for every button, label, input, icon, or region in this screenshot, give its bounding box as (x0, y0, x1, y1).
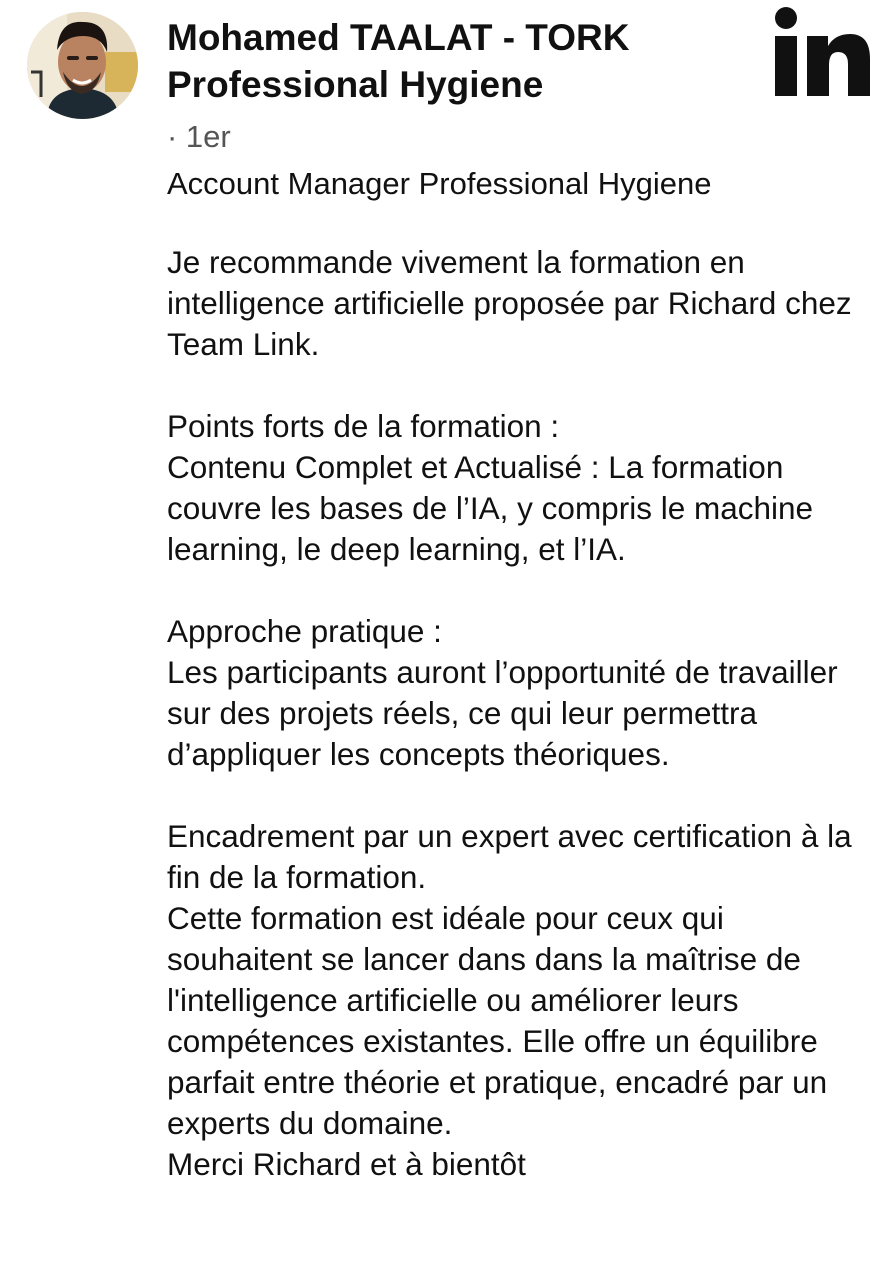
profile-name[interactable]: Mohamed TAALAT - TORK Professional Hygiene (167, 17, 630, 105)
recommendation-closing: Merci Richard et à bientôt (167, 1146, 526, 1182)
avatar[interactable] (27, 12, 138, 119)
point-practical-title: Approche pratique : (167, 613, 442, 649)
point-practical: Les participants auront l’opportunité de travailler sur des projets réels, ce qui leur permettra d’appliquer les concepts théoriques. (167, 654, 838, 772)
point-content: Contenu Complet et Actualisé : La formation couvre les bases de l’IA, y compris le machine learning, le deep learning, et l’IA. (167, 449, 814, 567)
recommendation-intro: Je recommande vivement la formation en intelligence artificielle proposée par Richard chez Team Link. (167, 244, 852, 362)
profile-headline: Account Manager Professional Hygiene (167, 166, 712, 201)
profile-photo-icon (27, 12, 138, 119)
points-title: Points forts de la formation : (167, 408, 560, 444)
connection-degree: · 1er (167, 119, 231, 154)
point-coaching: Encadrement par un expert avec certification à la fin de la formation. (167, 818, 852, 895)
recommendation-conclusion: Cette formation est idéale pour ceux qui souhaitent se lancer dans dans la maîtrise de l'intelligence artificielle ou améliorer leurs compétences existantes. Elle offre un équilibre parfait entre théorie et pratique, encadré par un experts du domaine. (167, 900, 828, 1141)
recommendation-text (167, 242, 867, 1185)
linkedin-in-logo-icon (771, 4, 871, 98)
